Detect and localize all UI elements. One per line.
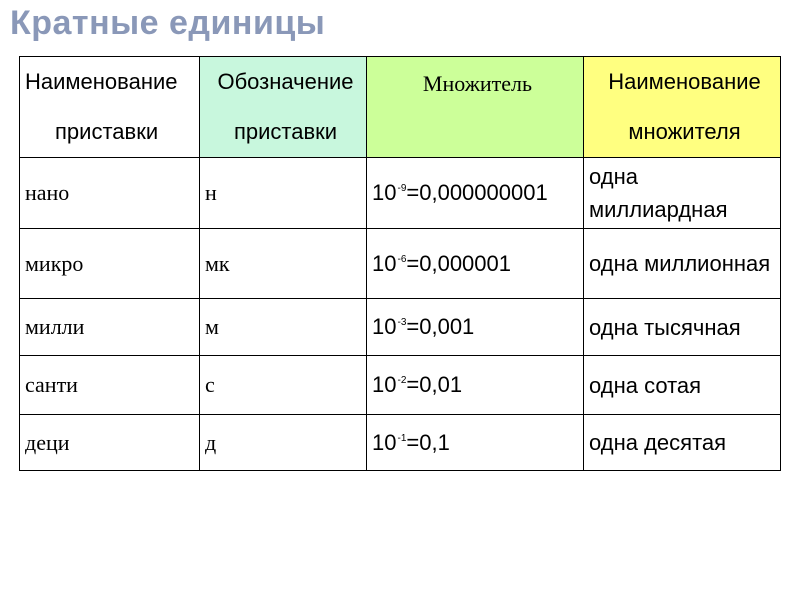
table-header-row <box>20 57 781 158</box>
header-prefix-name <box>20 57 200 158</box>
decimal-value: =0,01 <box>406 372 463 397</box>
power-exponent: -1 <box>397 432 407 444</box>
decimal-value: =0,000000001 <box>406 180 548 205</box>
table-row <box>20 415 781 471</box>
prefix-name-cell: милли <box>20 299 200 356</box>
prefix-symbol-cell: мк <box>200 229 367 299</box>
multiplier-cell <box>367 229 584 299</box>
header-multiplier <box>367 57 584 158</box>
power-exponent: -3 <box>397 317 407 328</box>
prefix-symbol-cell: д <box>200 415 367 471</box>
table-row <box>20 356 781 415</box>
power-exponent: -6 <box>397 253 407 265</box>
multiplier-cell <box>367 356 584 415</box>
prefix-table <box>19 56 781 471</box>
header-text: приставки <box>55 119 159 144</box>
header-prefix-symbol <box>200 57 367 158</box>
header-text: множителя <box>628 119 741 144</box>
prefix-symbol-cell: н <box>200 158 367 229</box>
table-row <box>20 299 781 356</box>
prefix-name-cell: нано <box>20 158 200 229</box>
header-text: Наименование <box>608 69 761 94</box>
header-text: приставки <box>233 119 338 144</box>
multiplier-name-cell: одна десятая <box>584 415 781 471</box>
power-base: 10 <box>372 429 397 455</box>
power-base: 10 <box>372 250 397 276</box>
header-text: Обозначение <box>217 69 354 94</box>
multiplier-name-cell: одна миллионная <box>584 229 781 299</box>
header-text: Множитель <box>422 71 533 96</box>
header-text: Наименование <box>25 69 178 94</box>
decimal-value: =0,1 <box>406 429 450 455</box>
prefix-name-cell: санти <box>20 356 200 415</box>
prefix-name-cell: микро <box>20 229 200 299</box>
multiplier-name-cell: одна тысячная <box>584 299 781 356</box>
multiplier-cell <box>367 158 584 229</box>
power-exponent: -9 <box>397 183 407 194</box>
header-multiplier-name <box>584 57 781 158</box>
power-base: 10 <box>372 372 397 397</box>
table-row <box>20 158 781 229</box>
prefix-symbol-cell: м <box>200 299 367 356</box>
multiplier-cell <box>367 415 584 471</box>
table-row <box>20 229 781 299</box>
power-base: 10 <box>372 314 397 339</box>
multiplier-cell <box>367 299 584 356</box>
power-base: 10 <box>372 180 397 205</box>
page-title: Кратные единицы <box>10 4 326 42</box>
decimal-value: =0,001 <box>406 314 475 339</box>
multiplier-name-cell: одна сотая <box>584 356 781 415</box>
power-exponent: -2 <box>397 375 407 386</box>
prefix-symbol-cell: с <box>200 356 367 415</box>
multiplier-name-cell: одна миллиардная <box>584 158 781 229</box>
decimal-value: =0,000001 <box>406 250 511 276</box>
prefix-name-cell: деци <box>20 415 200 471</box>
